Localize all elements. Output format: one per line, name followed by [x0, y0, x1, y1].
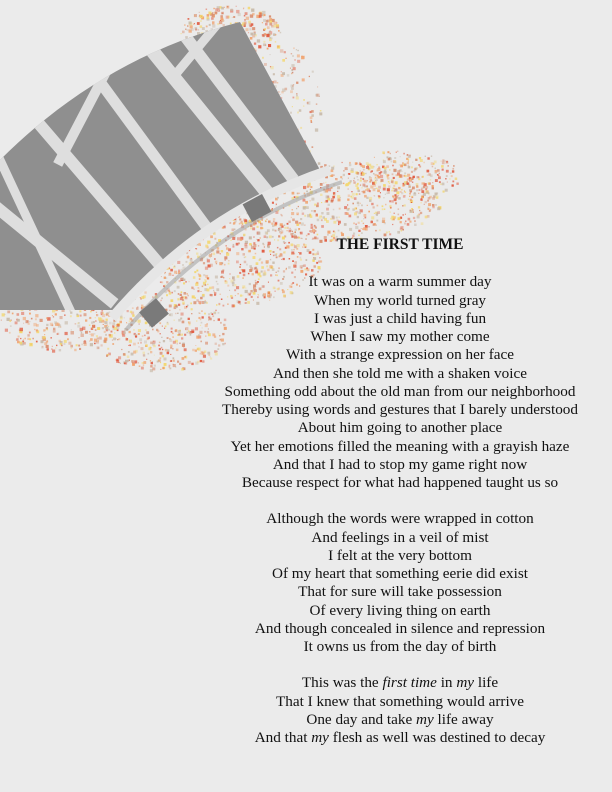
line-text: That I knew that something would arrive [276, 692, 524, 710]
poem-line: And then she told me with a shaken voice [273, 364, 527, 382]
line-text: in [436, 674, 457, 692]
poem-title: THE FIRST TIME [336, 236, 464, 253]
stanza-2 [120, 510, 612, 656]
poem-line: That for sure will take possession [298, 583, 502, 601]
poem-line: Something odd about the old man from our neighborhood [224, 382, 576, 400]
final-stanza [120, 674, 612, 747]
poem-line: Of every living thing on earth [309, 601, 491, 619]
line-text: flesh as well was destined to decay [328, 729, 546, 746]
poem-line: I was just a child having fun [313, 309, 487, 327]
poem-line: And feelings in a veil of mist [311, 528, 489, 546]
poem [120, 236, 612, 765]
poem-line: About him going to another place [297, 419, 503, 437]
poem-line [120, 674, 612, 692]
poem-line: And though concealed in silence and repression [254, 619, 546, 637]
line-text: life away [433, 710, 494, 728]
poem-line: Of my heart that something eerie did exist [271, 565, 528, 582]
poem-line: And that I had to stop my game right now [272, 455, 528, 473]
poem-line: Thereby using words and gestures that I barely understood [222, 401, 578, 418]
emphasis: my [456, 674, 475, 692]
poem-line: It owns us from the day of birth [303, 638, 497, 655]
poem-line: With a strange expression on her face [286, 346, 514, 364]
emphasis: my [416, 710, 434, 728]
poem-line: I felt at the very bottom [328, 546, 472, 564]
poem-line: Yet her emotions filled the meaning with a grayish haze [230, 437, 570, 455]
poem-stanzas [120, 273, 612, 656]
poem-line [120, 711, 612, 729]
poem-line [120, 693, 612, 711]
emphasis: first time [382, 674, 437, 692]
line-text: One day and take [306, 710, 417, 728]
line-text: life [474, 674, 499, 692]
poem-line: When my world turned gray [313, 291, 487, 309]
poem-line [120, 729, 612, 747]
poem-line: Although the words were wrapped in cotton [266, 510, 534, 528]
poem-line: When I saw my mother come [310, 328, 490, 345]
poem-line: Because respect for what had happened taught us so [241, 474, 559, 491]
line-text: And that [254, 729, 312, 746]
emphasis: my [311, 729, 329, 746]
stanza-1 [120, 273, 612, 492]
line-text: This was the [301, 674, 383, 692]
poem-line: It was on a warm summer day [308, 273, 492, 291]
